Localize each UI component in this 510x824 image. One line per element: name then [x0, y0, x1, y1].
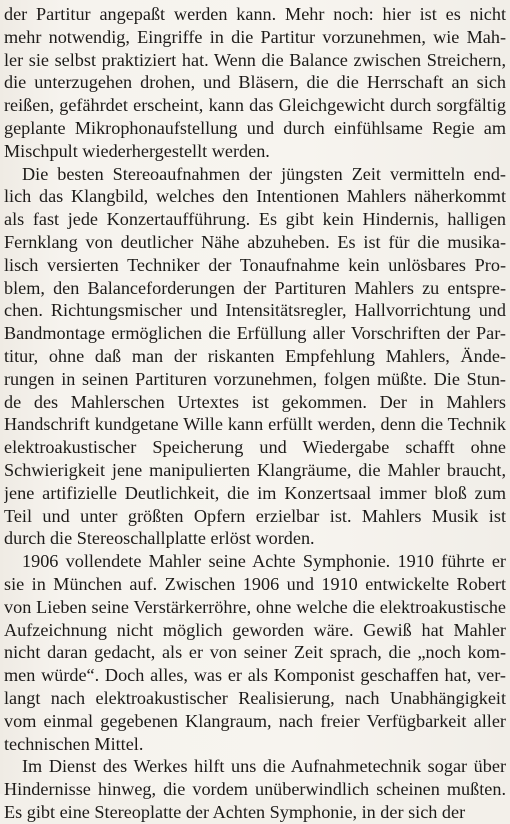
text-line: sie in München auf. Zwischen 1906 und 1910 entwickelte Robert — [4, 573, 506, 594]
text-line: technischen Mittel. — [4, 733, 144, 754]
text-line: durch die Stereoschallplatte erlöst worden. — [4, 528, 315, 549]
text-line: Im Dienst des Werkes hilft uns die Aufnahmetechnik sogar über — [22, 756, 506, 777]
text-line: Hindernisse hinweg, die vordem unüberwindlich scheinen mußten. — [4, 779, 506, 800]
text-line: Schwierigkeit jene manipulierten Klangräume, die Mahler braucht, — [4, 459, 506, 480]
text-line: Teil und unter größten Opfern erzielbar ist. Mahlers Musik ist — [4, 505, 506, 526]
text-line: langt nach elektroakustischer Realisierung, nach Unabhängigkeit — [4, 687, 506, 708]
text-line: lich das Klangbild, welches den Intentionen Mahlers näherkommt — [4, 186, 506, 207]
paragraph-3 — [4, 550, 506, 755]
text-line: von Lieben seine Verstärkerröhre, ohne welche die elektroakustische — [4, 596, 506, 617]
text-line: Fernklang von deutlicher Nähe abzuheben. Es ist für die musika- — [4, 231, 506, 252]
text-line: Aufzeichnung nicht möglich geworden wäre. Gewiß hat Mahler — [4, 619, 506, 640]
paragraph-1 — [4, 3, 506, 163]
paragraph-4 — [4, 755, 506, 823]
text-line: als fast jede Konzertaufführung. Es gibt kein Hindernis, halligen — [4, 209, 506, 230]
text-line: Handschrift kundgetane Wille kann erfüllt werden, denn die Technik — [4, 414, 506, 435]
text-line: die unterzugehen drohen, und Bläsern, die die Herrschaft an sich — [4, 72, 506, 93]
text-line: Bandmontage ermöglichen die Erfüllung aller Vorschriften der Par- — [4, 323, 506, 344]
text-line: nicht daran gedacht, als er von seiner Zeit sprach, die „noch kom- — [4, 642, 506, 663]
text-line: Mischpult wiederhergestellt werden. — [4, 140, 270, 161]
text-line: rungen in seinen Partituren vorzunehmen, folgen müßte. Die Stun- — [4, 368, 506, 389]
text-line: Es gibt eine Stereoplatte der Achten Symphonie, in der sich der — [4, 801, 466, 822]
text-line: blem, den Balanceforderungen der Partituren Mahlers zu entspre- — [4, 277, 506, 298]
text-line: men würde“. Doch alles, was er als Komponist geschaffen hat, ver- — [4, 665, 506, 686]
text-line: elektroakustischer Speicherung und Wiedergabe schafft ohne — [4, 437, 506, 458]
text-line: chen. Richtungsmischer und Intensitätsregler, Hallvorrichtung und — [4, 300, 506, 321]
text-line: Die besten Stereoaufnahmen der jüngsten Zeit vermitteln end- — [22, 163, 506, 184]
paragraph-2 — [4, 163, 506, 551]
text-line: de des Mahlerschen Urtextes ist gekommen. Der in Mahlers — [4, 391, 506, 412]
text-line: reißen, gefährdet erscheint, kann das Gleichgewicht durch sorgfältig — [4, 95, 506, 116]
text-line: mehr notwendig, Eingriffe in die Partitur vorzunehmen, wie Mah- — [4, 26, 506, 47]
text-line: jene artifizielle Deutlichkeit, die im Konzertsaal immer bloß zum — [4, 482, 506, 503]
text-line: 1906 vollendete Mahler seine Achte Symphonie. 1910 führte er — [22, 551, 506, 572]
text-line: titur, ohne daß man der riskanten Empfehlung Mahlers, Ände- — [4, 345, 506, 366]
text-line: lisch versierten Techniker der Tonaufnahme kein unlösbares Pro- — [4, 254, 506, 275]
text-line: ler sie selbst praktiziert hat. Wenn die Balance zwischen Streichern, — [4, 49, 506, 70]
text-line: der Partitur angepaßt werden kann. Mehr noch: hier ist es nicht — [4, 4, 506, 24]
text-line: geplante Mikrophonaufstellung und durch einfühlsame Regie am — [4, 117, 506, 138]
page-text-body — [4, 3, 506, 824]
text-line: vom einmal gegebenen Klangraum, nach freier Verfügbarkeit aller — [4, 710, 506, 731]
